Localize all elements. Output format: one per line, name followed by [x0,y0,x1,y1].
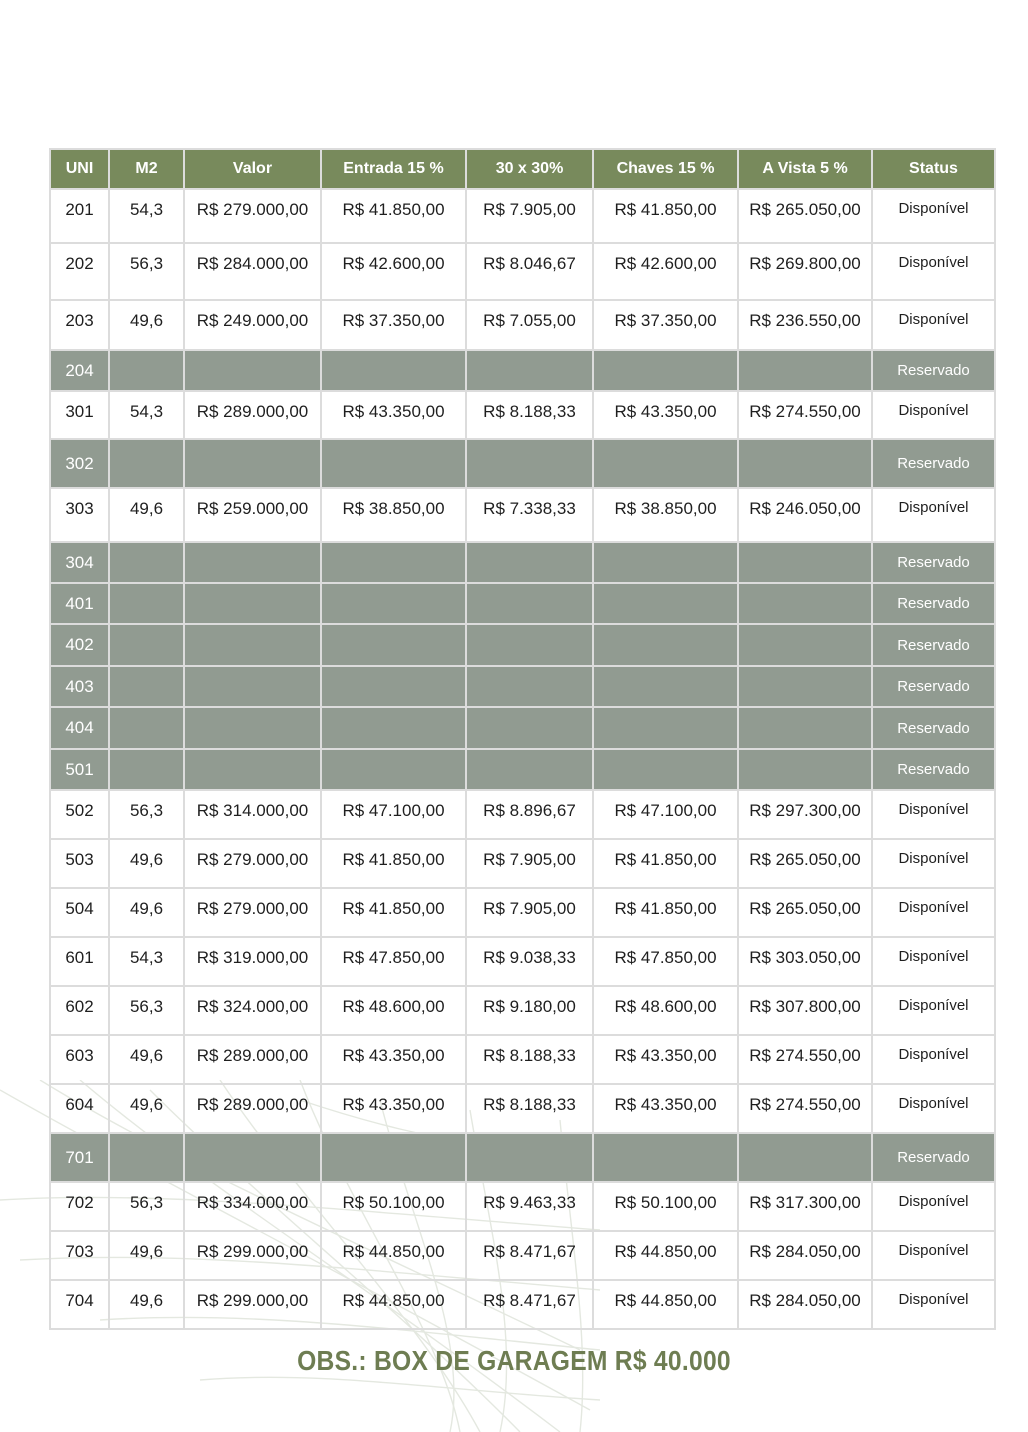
cell-valor [184,749,321,790]
cell-m2: 56,3 [109,986,184,1035]
cell-avista [738,666,872,707]
cell-status: Reservado [872,624,995,666]
table-row [50,839,995,888]
table-header-row [50,149,995,189]
cell-avista [738,350,872,391]
table-row [50,243,995,300]
cell-m2 [109,542,184,583]
cell-parcelas: R$ 7.905,00 [466,888,593,937]
cell-m2: 49,6 [109,300,184,350]
cell-parcelas: R$ 8.471,67 [466,1231,593,1280]
cell-uni: 201 [50,189,109,243]
cell-status: Disponível [872,839,995,888]
cell-uni: 503 [50,839,109,888]
header-parcelas: 30 x 30% [466,149,593,189]
table-row [50,1280,995,1329]
cell-valor [184,624,321,666]
cell-avista [738,749,872,790]
cell-entrada [321,439,466,488]
cell-m2: 49,6 [109,488,184,542]
cell-entrada: R$ 47.850,00 [321,937,466,986]
table-row [50,986,995,1035]
table-row [50,488,995,542]
cell-chaves: R$ 43.350,00 [593,1035,738,1084]
cell-m2: 56,3 [109,243,184,300]
cell-valor: R$ 299.000,00 [184,1280,321,1329]
cell-parcelas [466,350,593,391]
cell-uni: 304 [50,542,109,583]
cell-avista [738,583,872,624]
cell-status: Disponível [872,189,995,243]
cell-entrada [321,666,466,707]
cell-m2: 54,3 [109,391,184,439]
cell-parcelas [466,707,593,749]
cell-status: Disponível [872,937,995,986]
cell-uni: 601 [50,937,109,986]
cell-uni: 703 [50,1231,109,1280]
cell-status: Disponível [872,488,995,542]
cell-avista: R$ 317.300,00 [738,1182,872,1231]
cell-valor [184,583,321,624]
cell-valor [184,666,321,707]
cell-uni: 701 [50,1133,109,1182]
cell-entrada [321,542,466,583]
cell-status: Disponível [872,1231,995,1280]
cell-avista [738,1133,872,1182]
table-row-reserved [50,1133,995,1182]
header-m2: M2 [109,149,184,189]
cell-m2 [109,1133,184,1182]
cell-valor [184,707,321,749]
cell-valor: R$ 249.000,00 [184,300,321,350]
cell-entrada [321,350,466,391]
cell-parcelas [466,666,593,707]
cell-valor: R$ 279.000,00 [184,888,321,937]
cell-m2 [109,666,184,707]
cell-chaves: R$ 41.850,00 [593,888,738,937]
cell-chaves [593,439,738,488]
cell-parcelas: R$ 9.463,33 [466,1182,593,1231]
cell-parcelas: R$ 8.188,33 [466,391,593,439]
cell-entrada: R$ 38.850,00 [321,488,466,542]
table-row [50,937,995,986]
cell-parcelas [466,583,593,624]
cell-avista [738,542,872,583]
cell-m2 [109,439,184,488]
cell-chaves [593,707,738,749]
cell-chaves: R$ 37.350,00 [593,300,738,350]
cell-avista: R$ 284.050,00 [738,1231,872,1280]
cell-uni: 202 [50,243,109,300]
cell-valor: R$ 319.000,00 [184,937,321,986]
cell-status: Reservado [872,439,995,488]
cell-entrada: R$ 41.850,00 [321,888,466,937]
cell-chaves [593,749,738,790]
cell-avista [738,707,872,749]
header-uni: UNI [50,149,109,189]
table-row [50,189,995,243]
table-row-reserved [50,666,995,707]
header-avista: A Vista 5 % [738,149,872,189]
cell-avista: R$ 303.050,00 [738,937,872,986]
cell-parcelas: R$ 7.338,33 [466,488,593,542]
cell-entrada: R$ 48.600,00 [321,986,466,1035]
cell-m2: 49,6 [109,888,184,937]
cell-uni: 301 [50,391,109,439]
table-row-reserved [50,707,995,749]
cell-status: Reservado [872,666,995,707]
cell-chaves: R$ 44.850,00 [593,1231,738,1280]
cell-uni: 204 [50,350,109,391]
cell-uni: 402 [50,624,109,666]
cell-uni: 704 [50,1280,109,1329]
cell-avista: R$ 265.050,00 [738,839,872,888]
cell-parcelas: R$ 7.055,00 [466,300,593,350]
cell-parcelas: R$ 7.905,00 [466,839,593,888]
cell-uni: 604 [50,1084,109,1133]
cell-status: Disponível [872,1280,995,1329]
cell-valor: R$ 284.000,00 [184,243,321,300]
cell-chaves: R$ 50.100,00 [593,1182,738,1231]
cell-parcelas [466,624,593,666]
cell-chaves: R$ 41.850,00 [593,839,738,888]
header-chaves: Chaves 15 % [593,149,738,189]
cell-avista: R$ 297.300,00 [738,790,872,839]
cell-entrada: R$ 44.850,00 [321,1280,466,1329]
cell-chaves: R$ 47.850,00 [593,937,738,986]
cell-entrada: R$ 50.100,00 [321,1182,466,1231]
cell-m2: 49,6 [109,1231,184,1280]
cell-valor: R$ 289.000,00 [184,391,321,439]
cell-status: Reservado [872,350,995,391]
cell-chaves [593,542,738,583]
cell-parcelas [466,439,593,488]
cell-status: Disponível [872,1035,995,1084]
cell-status: Disponível [872,888,995,937]
table-row [50,1035,995,1084]
cell-avista: R$ 265.050,00 [738,189,872,243]
cell-parcelas: R$ 9.038,33 [466,937,593,986]
cell-chaves: R$ 44.850,00 [593,1280,738,1329]
cell-parcelas [466,1133,593,1182]
cell-m2: 56,3 [109,790,184,839]
cell-chaves: R$ 43.350,00 [593,1084,738,1133]
garage-box-note: OBS.: BOX DE GARAGEM R$ 40.000 [297,1345,731,1376]
cell-valor: R$ 314.000,00 [184,790,321,839]
cell-m2 [109,624,184,666]
cell-uni: 502 [50,790,109,839]
cell-valor: R$ 279.000,00 [184,189,321,243]
cell-entrada: R$ 41.850,00 [321,189,466,243]
cell-status: Disponível [872,1084,995,1133]
cell-entrada [321,749,466,790]
header-entrada: Entrada 15 % [321,149,466,189]
cell-uni: 504 [50,888,109,937]
cell-parcelas [466,749,593,790]
cell-chaves [593,1133,738,1182]
units-table-container [49,148,994,1330]
cell-entrada [321,624,466,666]
cell-chaves: R$ 48.600,00 [593,986,738,1035]
cell-valor [184,439,321,488]
cell-chaves: R$ 43.350,00 [593,391,738,439]
cell-chaves: R$ 47.100,00 [593,790,738,839]
cell-parcelas: R$ 8.188,33 [466,1084,593,1133]
cell-m2 [109,583,184,624]
cell-entrada: R$ 47.100,00 [321,790,466,839]
cell-parcelas [466,542,593,583]
cell-status: Reservado [872,749,995,790]
cell-chaves: R$ 42.600,00 [593,243,738,300]
cell-m2 [109,749,184,790]
cell-avista: R$ 236.550,00 [738,300,872,350]
cell-valor [184,1133,321,1182]
header-valor: Valor [184,149,321,189]
cell-entrada: R$ 37.350,00 [321,300,466,350]
table-row-reserved [50,439,995,488]
cell-entrada [321,583,466,624]
cell-parcelas: R$ 9.180,00 [466,986,593,1035]
table-row [50,300,995,350]
table-row [50,1231,995,1280]
cell-m2: 49,6 [109,1084,184,1133]
table-row [50,790,995,839]
cell-entrada: R$ 42.600,00 [321,243,466,300]
cell-m2: 54,3 [109,937,184,986]
cell-parcelas: R$ 8.896,67 [466,790,593,839]
cell-valor: R$ 299.000,00 [184,1231,321,1280]
cell-valor: R$ 259.000,00 [184,488,321,542]
cell-parcelas: R$ 7.905,00 [466,189,593,243]
cell-avista: R$ 307.800,00 [738,986,872,1035]
cell-avista: R$ 284.050,00 [738,1280,872,1329]
cell-parcelas: R$ 8.046,67 [466,243,593,300]
cell-uni: 404 [50,707,109,749]
cell-parcelas: R$ 8.188,33 [466,1035,593,1084]
cell-uni: 401 [50,583,109,624]
cell-status: Reservado [872,707,995,749]
cell-entrada: R$ 43.350,00 [321,391,466,439]
cell-avista [738,439,872,488]
cell-m2: 56,3 [109,1182,184,1231]
cell-entrada: R$ 41.850,00 [321,839,466,888]
cell-entrada [321,707,466,749]
table-row [50,391,995,439]
table-row-reserved [50,350,995,391]
cell-uni: 403 [50,666,109,707]
cell-avista: R$ 274.550,00 [738,391,872,439]
cell-valor: R$ 324.000,00 [184,986,321,1035]
cell-chaves [593,624,738,666]
cell-entrada [321,1133,466,1182]
cell-status: Disponível [872,391,995,439]
units-price-table [49,148,996,1330]
cell-valor [184,350,321,391]
cell-avista: R$ 265.050,00 [738,888,872,937]
cell-uni: 303 [50,488,109,542]
table-row-reserved [50,583,995,624]
cell-avista: R$ 246.050,00 [738,488,872,542]
cell-uni: 603 [50,1035,109,1084]
cell-status: Disponível [872,243,995,300]
cell-avista: R$ 274.550,00 [738,1035,872,1084]
cell-avista [738,624,872,666]
cell-valor [184,542,321,583]
cell-chaves [593,350,738,391]
cell-parcelas: R$ 8.471,67 [466,1280,593,1329]
cell-m2: 49,6 [109,1035,184,1084]
cell-status: Reservado [872,542,995,583]
cell-uni: 203 [50,300,109,350]
cell-valor: R$ 289.000,00 [184,1035,321,1084]
cell-entrada: R$ 43.350,00 [321,1035,466,1084]
cell-status: Disponível [872,1182,995,1231]
cell-chaves [593,583,738,624]
cell-valor: R$ 289.000,00 [184,1084,321,1133]
cell-m2: 49,6 [109,839,184,888]
cell-valor: R$ 334.000,00 [184,1182,321,1231]
cell-m2 [109,707,184,749]
cell-avista: R$ 269.800,00 [738,243,872,300]
table-row [50,1182,995,1231]
table-row-reserved [50,542,995,583]
cell-chaves [593,666,738,707]
cell-m2 [109,350,184,391]
cell-status: Disponível [872,790,995,839]
cell-avista: R$ 274.550,00 [738,1084,872,1133]
table-row-reserved [50,624,995,666]
cell-m2: 54,3 [109,189,184,243]
table-row [50,888,995,937]
cell-uni: 501 [50,749,109,790]
header-status: Status [872,149,995,189]
cell-uni: 702 [50,1182,109,1231]
cell-uni: 602 [50,986,109,1035]
cell-chaves: R$ 41.850,00 [593,189,738,243]
cell-uni: 302 [50,439,109,488]
table-row [50,1084,995,1133]
cell-entrada: R$ 43.350,00 [321,1084,466,1133]
cell-status: Reservado [872,583,995,624]
cell-entrada: R$ 44.850,00 [321,1231,466,1280]
cell-status: Disponível [872,986,995,1035]
cell-valor: R$ 279.000,00 [184,839,321,888]
cell-status: Disponível [872,300,995,350]
cell-m2: 49,6 [109,1280,184,1329]
cell-status: Reservado [872,1133,995,1182]
cell-chaves: R$ 38.850,00 [593,488,738,542]
table-row-reserved [50,749,995,790]
